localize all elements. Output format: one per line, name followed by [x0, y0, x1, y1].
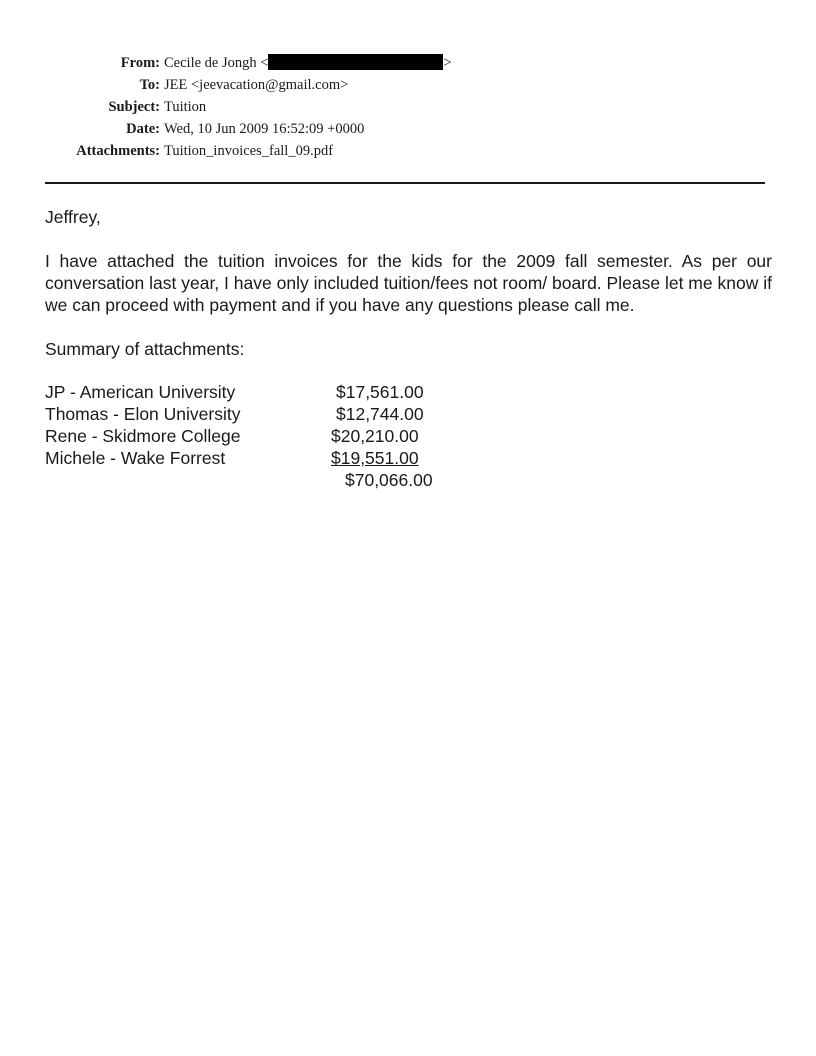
date-value: Wed, 10 Jun 2009 16:52:09 +0000	[164, 121, 365, 137]
attachment-amount: $19,551.00	[331, 448, 419, 468]
attachments-value: Tuition_invoices_fall_09.pdf	[164, 143, 334, 159]
from-value	[164, 52, 452, 74]
attachment-name: JP - American University	[45, 382, 236, 402]
message-paragraph: I have attached the tuition invoices for the kids for the 2009 fall semester. As per our conversation last year, I have only included tuition/fees not room/ board. Please let me know if we can proceed with payment and if you have any questions please call me.	[45, 251, 772, 315]
attachment-amount: $17,561.00	[336, 382, 424, 402]
from-name: Cecile de Jongh <	[164, 55, 269, 71]
subject-row	[0, 96, 816, 118]
summary-heading: Summary of attachments:	[45, 339, 245, 359]
subject-value: Tuition	[164, 99, 207, 115]
attachment-name: Michele - Wake Forrest	[45, 448, 226, 468]
from-label: From:	[120, 55, 160, 71]
greeting: Jeffrey,	[45, 207, 101, 227]
attachment-name: Thomas - Elon University	[45, 404, 241, 424]
subject-label: Subject:	[108, 99, 160, 115]
attachment-amount: $12,744.00	[336, 404, 424, 424]
to-label: To:	[139, 77, 160, 93]
from-row	[0, 52, 816, 74]
from-closing-bracket: >	[443, 55, 452, 71]
attachment-name: Rene - Skidmore College	[45, 426, 241, 446]
to-value: JEE <jeevacation@gmail.com>	[164, 77, 349, 93]
date-row	[0, 118, 816, 140]
email-header	[0, 52, 816, 162]
total-amount: $70,066.00	[345, 470, 433, 490]
attachments-label: Attachments:	[76, 143, 160, 159]
redacted-email-block	[268, 54, 443, 70]
header-divider	[45, 182, 765, 184]
attachment-amount: $20,210.00	[331, 426, 419, 446]
to-row	[0, 74, 816, 96]
date-label: Date:	[126, 121, 160, 137]
attachments-row	[0, 140, 816, 162]
